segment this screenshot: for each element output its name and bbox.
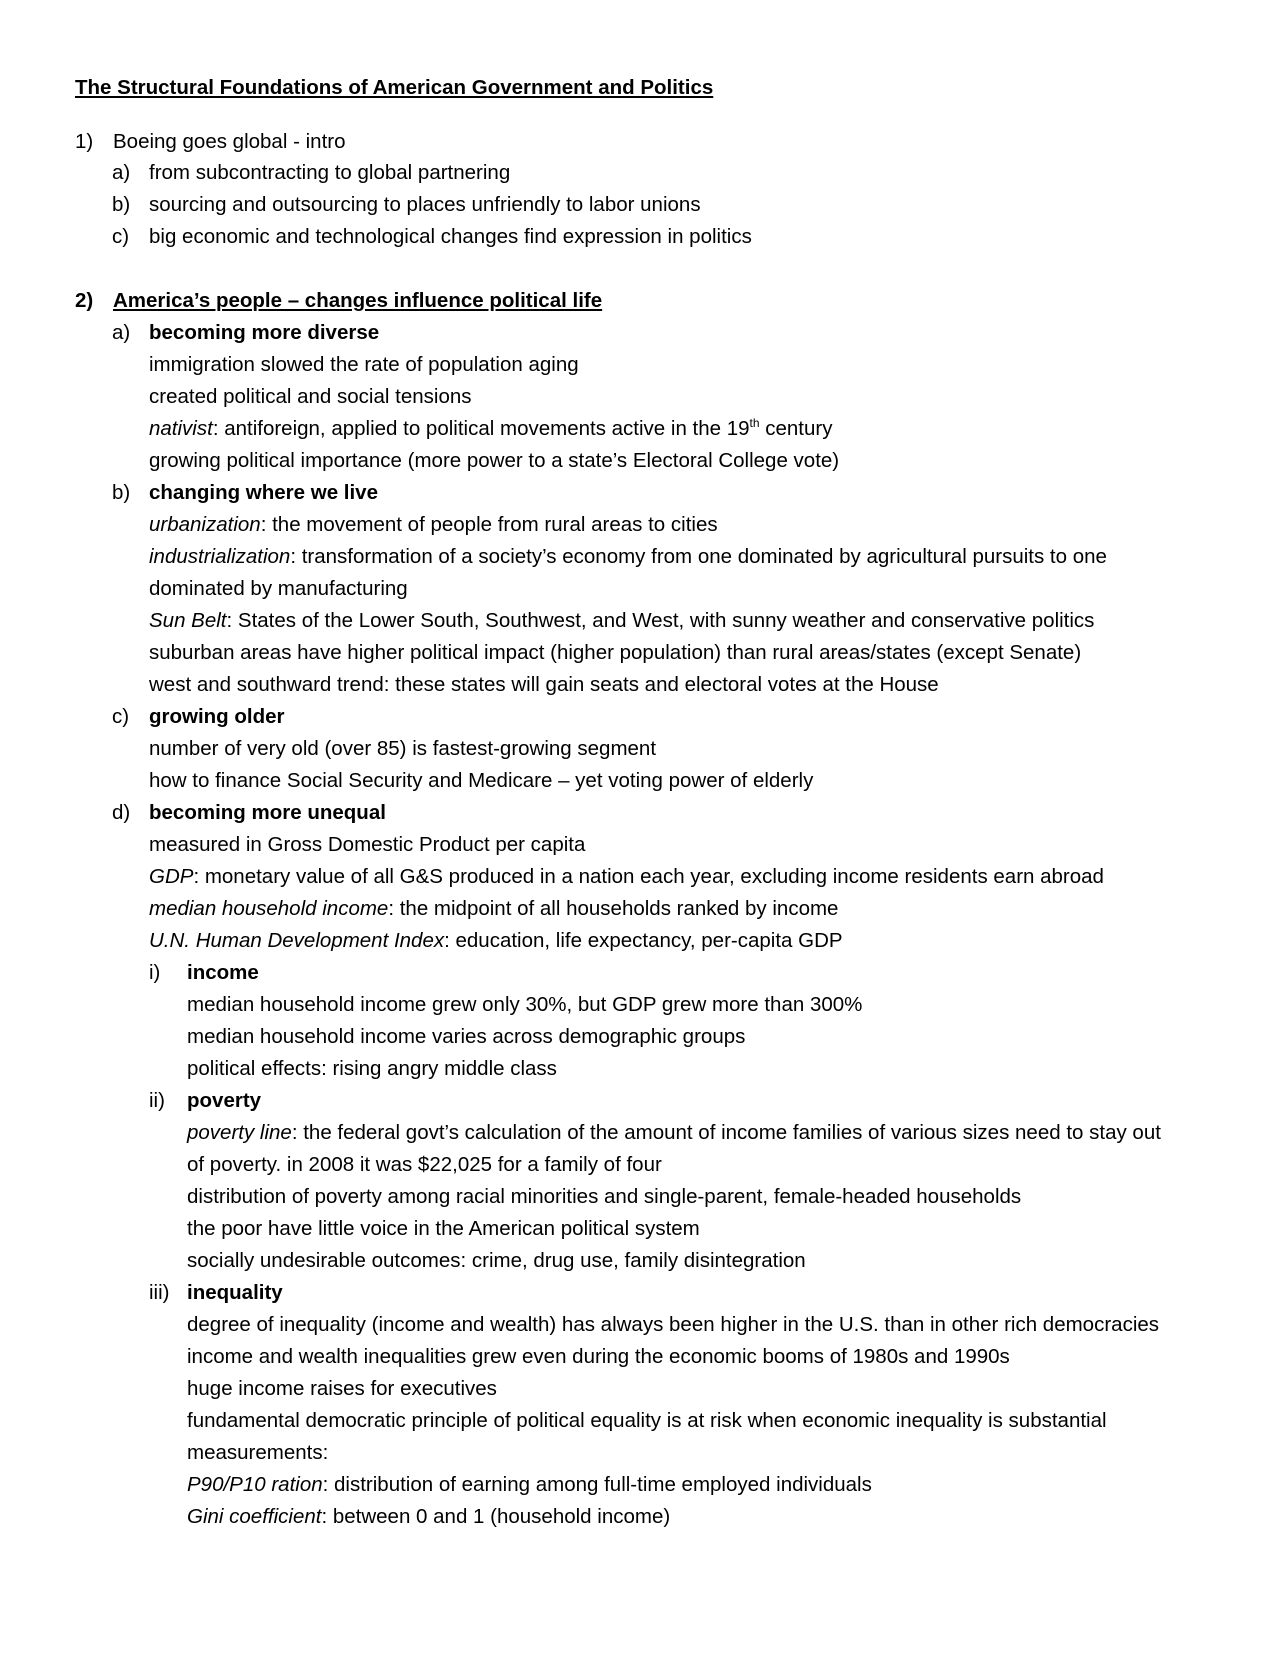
definition-line — [149, 413, 832, 445]
section-2d-heading: becoming more unequal — [149, 801, 386, 824]
term: U.N. Human Development Index — [149, 929, 445, 952]
definition: : antiforeign, applied to political movements active in the 19 — [212, 417, 750, 440]
section-1c-marker: c) — [112, 225, 130, 248]
section-2c-heading: growing older — [149, 705, 285, 728]
term: urbanization — [149, 513, 261, 536]
text-line: political effects: rising angry middle class — [187, 1057, 557, 1080]
section-2d-ii-marker: ii) — [149, 1089, 165, 1112]
text-line: of poverty. in 2008 it was $22,025 for a family of four — [187, 1153, 662, 1176]
definition-line — [149, 605, 1094, 637]
term: nativist — [149, 417, 213, 440]
text-line: distribution of poverty among racial minorities and single-parent, female-headed households — [187, 1185, 1022, 1208]
section-1a-marker: a) — [112, 161, 131, 184]
text-line: the poor have little voice in the American political system — [187, 1217, 700, 1240]
superscript: th — [749, 416, 760, 430]
section-2d-i-heading: income — [187, 961, 259, 984]
text-line: huge income raises for executives — [187, 1377, 497, 1400]
definition-line — [149, 925, 843, 957]
section-2d-i-marker: i) — [149, 961, 161, 984]
term: GDP — [149, 865, 194, 888]
section-1c-text: big economic and technological changes find expression in politics — [149, 225, 752, 248]
text-line: created political and social tensions — [149, 385, 472, 408]
term: industrialization — [149, 545, 291, 568]
text-line: degree of inequality (income and wealth) has always been higher in the U.S. than in other rich democracies — [187, 1313, 1160, 1336]
definition: : the movement of people from rural areas to cities — [260, 513, 718, 536]
section-2d-marker: d) — [112, 801, 131, 824]
text-line: median household income grew only 30%, but GDP grew more than 300% — [187, 993, 863, 1016]
text-line: median household income varies across demographic groups — [187, 1025, 746, 1048]
definition: : States of the Lower South, Southwest, and West, with sunny weather and conservative politics — [226, 609, 1095, 632]
definition-line — [187, 1117, 1161, 1149]
term: Gini coefficient — [187, 1505, 322, 1528]
definition-line — [149, 861, 1104, 893]
text-line: growing political importance (more power to a state’s Electoral College vote) — [149, 449, 840, 472]
section-2d-iii-marker: iii) — [149, 1281, 170, 1304]
definition: : monetary value of all G&S produced in a nation each year, excluding income residents earn abroad — [193, 865, 1104, 888]
definition-line — [149, 893, 838, 925]
text-line: how to finance Social Security and Medicare – yet voting power of elderly — [149, 769, 814, 792]
section-2-heading: America’s people – changes influence political life — [113, 289, 603, 312]
term: poverty line — [187, 1121, 292, 1144]
term: median household income — [149, 897, 389, 920]
section-1-marker: 1) — [75, 130, 94, 153]
text-line: income and wealth inequalities grew even during the economic booms of 1980s and 1990s — [187, 1345, 1010, 1368]
text-line: immigration slowed the rate of population aging — [149, 353, 579, 376]
section-1-heading: Boeing goes global - intro — [113, 130, 346, 153]
text-line: fundamental democratic principle of political equality is at risk when economic inequality is substantial — [187, 1409, 1107, 1432]
section-2a-heading: becoming more diverse — [149, 321, 380, 344]
definition-line — [187, 1469, 872, 1501]
text-line: west and southward trend: these states will gain seats and electoral votes at the House — [149, 673, 939, 696]
term: P90/P10 ration — [187, 1473, 323, 1496]
section-2d-iii-heading: inequality — [187, 1281, 283, 1304]
text-line: measurements: — [187, 1441, 329, 1464]
section-1b-text: sourcing and outsourcing to places unfriendly to labor unions — [149, 193, 701, 216]
section-1b-marker: b) — [112, 193, 131, 216]
section-2b-heading: changing where we live — [149, 481, 378, 504]
section-2a-marker: a) — [112, 321, 131, 344]
definition: : the midpoint of all households ranked by income — [388, 897, 839, 920]
definition: : transformation of a society’s economy from one dominated by agricultural pursuits to one — [290, 545, 1107, 568]
term: Sun Belt — [149, 609, 227, 632]
definition: : education, life expectancy, per-capita GDP — [444, 929, 843, 952]
definition: : the federal govt’s calculation of the amount of income families of various sizes need to stay out — [291, 1121, 1161, 1144]
text-line: dominated by manufacturing — [149, 577, 408, 600]
section-2b-marker: b) — [112, 481, 131, 504]
definition-line — [149, 541, 1107, 573]
text-line: socially undesirable outcomes: crime, drug use, family disintegration — [187, 1249, 806, 1272]
section-1a-text: from subcontracting to global partnering — [149, 161, 511, 184]
definition: : distribution of earning among full-time employed individuals — [322, 1473, 872, 1496]
section-2d-ii-heading: poverty — [187, 1089, 262, 1112]
text-line: number of very old (over 85) is fastest-growing segment — [149, 737, 657, 760]
section-2-marker: 2) — [75, 289, 94, 312]
definition-line — [149, 509, 718, 541]
definition-end: century — [759, 417, 833, 440]
text-line: measured in Gross Domestic Product per capita — [149, 833, 586, 856]
definition: : between 0 and 1 (household income) — [321, 1505, 671, 1528]
document-title: The Structural Foundations of American Government and Politics — [75, 76, 714, 99]
section-2c-marker: c) — [112, 705, 130, 728]
definition-line — [187, 1501, 670, 1533]
text-line: suburban areas have higher political impact (higher population) than rural areas/states (except Senate) — [149, 641, 1082, 664]
